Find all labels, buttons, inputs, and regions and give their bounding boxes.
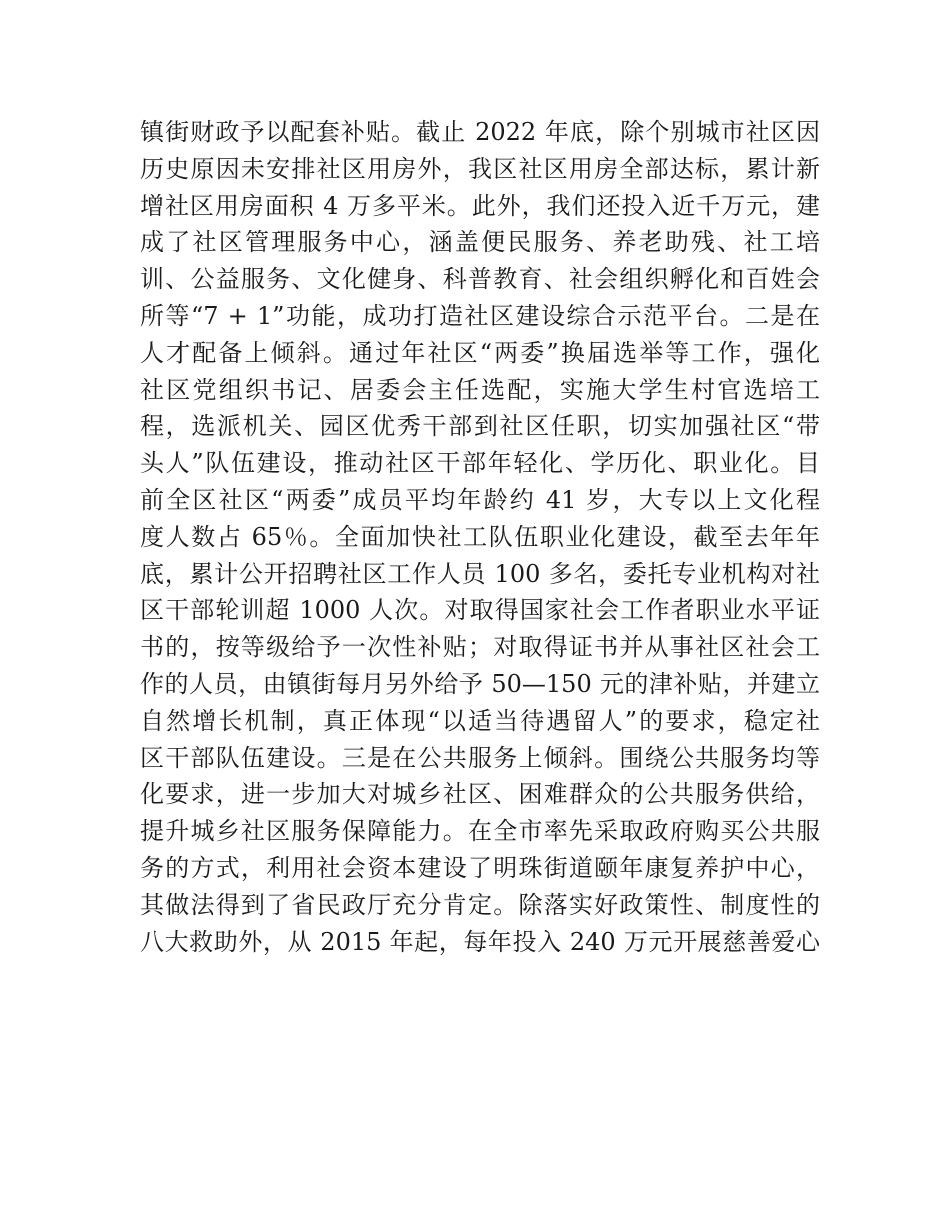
text-line: 所等“7 + 1”功能，成功打造社区建设综合示范平台。二是在 <box>140 301 820 330</box>
text-line: 自然增长机制，真正体现“以适当待遇留人”的要求，稳定社 <box>140 706 820 735</box>
body-text <box>140 114 820 960</box>
text-line: 化要求，进一步加大对城乡社区、困难群众的公共服务供给， <box>140 780 820 809</box>
text-line: 书的，按等级给予一次性补贴；对取得证书并从事社区社会工 <box>140 633 820 662</box>
text-line: 程，选派机关、园区优秀干部到社区任职，切实加强社区“带 <box>140 412 820 441</box>
text-line: 作的人员，由镇街每月另外给予 50—150 元的津补贴，并建立 <box>140 669 820 698</box>
text-line: 度人数占 65％。全面加快社工队伍职业化建设，截至去年年 <box>140 522 820 551</box>
text-line: 其做法得到了省民政厅充分肯定。除落实好政策性、制度性的 <box>140 890 820 919</box>
text-line: 社区党组织书记、居委会主任选配，实施大学生村官选培工 <box>140 375 820 404</box>
text-line: 人才配备上倾斜。通过年社区“两委”换届选举等工作，强化 <box>140 338 820 367</box>
text-line: 前全区社区“两委”成员平均年龄约 41 岁，大专以上文化程 <box>140 485 820 514</box>
text-line: 底，累计公开招聘社区工作人员 100 多名，委托专业机构对社 <box>140 559 820 588</box>
text-line: 增社区用房面积 4 万多平米。此外，我们还投入近千万元，建 <box>140 191 820 220</box>
text-line: 区干部队伍建设。三是在公共服务上倾斜。围绕公共服务均等 <box>140 743 820 772</box>
text-line: 历史原因未安排社区用房外，我区社区用房全部达标，累计新 <box>140 154 820 183</box>
text-line: 头人”队伍建设，推动社区干部年轻化、学历化、职业化。目 <box>140 449 820 478</box>
text-line: 成了社区管理服务中心，涵盖便民服务、养老助残、社工培 <box>140 228 820 257</box>
text-line: 区干部轮训超 1000 人次。对取得国家社会工作者职业水平证 <box>140 596 820 625</box>
text-line: 镇街财政予以配套补贴。截止 2022 年底，除个别城市社区因 <box>140 118 820 146</box>
text-line: 提升城乡社区服务保障能力。在全市率先采取政府购买公共服 <box>140 817 820 846</box>
text-line: 务的方式，利用社会资本建设了明珠街道颐年康复养护中心， <box>140 853 820 882</box>
text-line: 训、公益服务、文化健身、科普教育、社会组织孵化和百姓会 <box>140 265 820 294</box>
text-line: 八大救助外，从 2015 年起，每年投入 240 万元开展慈善爱心 <box>140 927 820 956</box>
